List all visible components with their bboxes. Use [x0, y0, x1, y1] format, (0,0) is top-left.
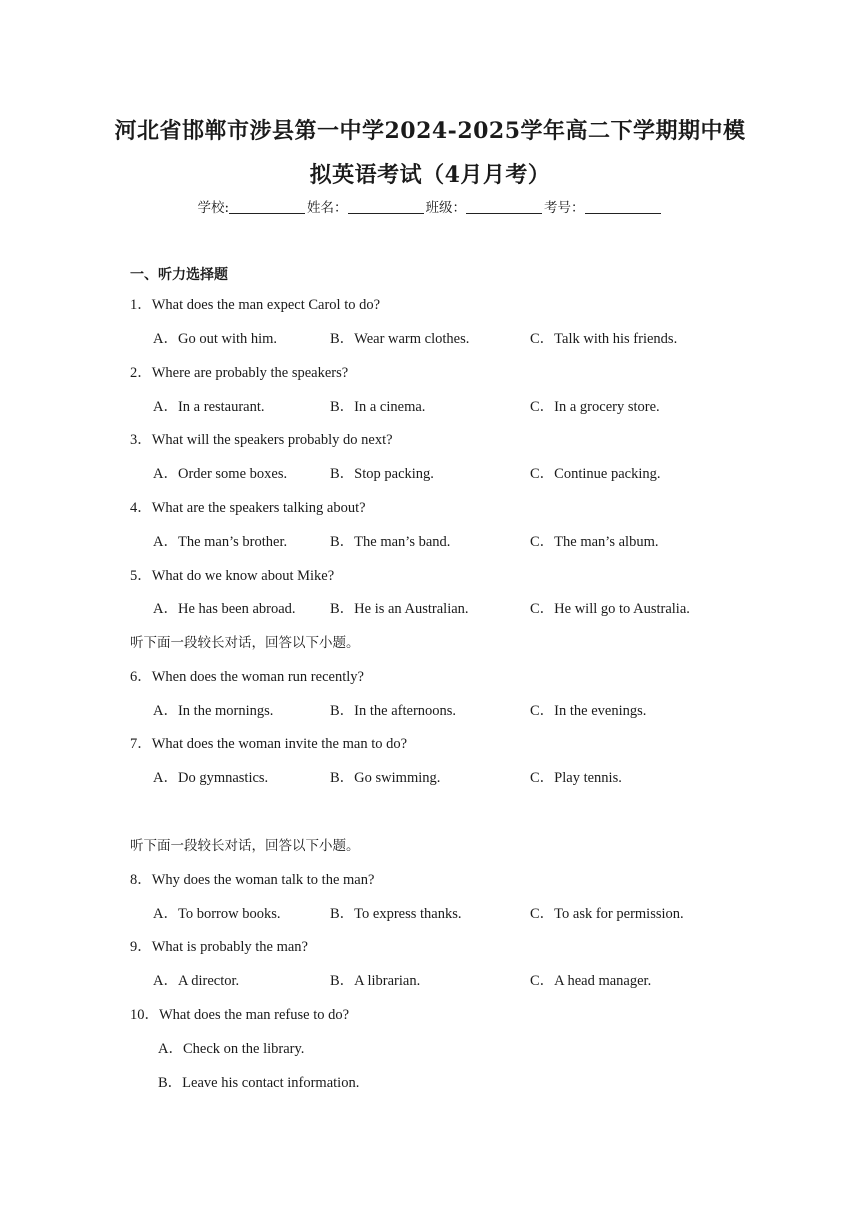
class-label: 班级： — [425, 200, 467, 216]
school-label: 学校: — [197, 200, 230, 216]
option-c: C．He will go to Australia. — [530, 601, 690, 617]
question-stem: 2．Where are probably the speakers? — [130, 365, 349, 381]
option-a: A．Do gymnastics. — [153, 770, 269, 786]
option-b: B．In the afternoons. — [330, 703, 457, 719]
question-stem: 4．What are the speakers talking about? — [130, 500, 366, 516]
dialogue-instruction: 听下面一段较长对话，回答以下小题。 — [130, 838, 360, 854]
option-c: C．Continue packing. — [530, 466, 661, 482]
option-b: B．Stop packing. — [330, 466, 434, 482]
question-stem: 8．Why does the woman talk to the man? — [130, 872, 375, 888]
option-b: B．To express thanks. — [330, 906, 462, 922]
section-heading: 一、听力选择题 — [130, 267, 228, 283]
option-a: A．Go out with him. — [153, 331, 278, 347]
school-blank[interactable] — [229, 199, 305, 214]
option-b: B．A librarian. — [330, 973, 421, 989]
option-a: A．A director. — [153, 973, 240, 989]
option-c: C．In a grocery store. — [530, 399, 660, 415]
exam-no-blank[interactable] — [585, 199, 661, 214]
question-stem: 9．What is probably the man? — [130, 939, 308, 955]
option-b: B．Go swimming. — [330, 770, 441, 786]
option-b: B．The man’s band. — [330, 534, 451, 550]
question-stem: 6．When does the woman run recently? — [130, 669, 364, 685]
option-c: C．To ask for permission. — [530, 906, 684, 922]
option-b: B．Wear warm clothes. — [330, 331, 470, 347]
option-c: C．Play tennis. — [530, 770, 622, 786]
exam-title-line1: 河北省邯郸市涉县第一中学2024-2025学年高二下学期期中模 — [114, 118, 746, 144]
question-stem: 10．What does the man refuse to do? — [130, 1007, 350, 1023]
name-blank[interactable] — [348, 199, 424, 214]
question-stem: 7．What does the woman invite the man to do? — [130, 736, 408, 752]
name-label: 姓名： — [307, 200, 348, 216]
question-stem: 5．What do we know about Mike? — [130, 568, 335, 584]
option-b: B．In a cinema. — [330, 399, 426, 415]
option-c: C．The man’s album. — [530, 534, 659, 550]
option-a: A．In the mornings. — [153, 703, 274, 719]
dialogue-instruction: 听下面一段较长对话，回答以下小题。 — [130, 635, 360, 651]
option-b: B．Leave his contact information. — [158, 1075, 360, 1091]
option-b: B．He is an Australian. — [330, 601, 469, 617]
class-blank[interactable] — [466, 199, 542, 214]
option-a: A．Order some boxes. — [153, 466, 288, 482]
option-c: C．In the evenings. — [530, 703, 647, 719]
option-c: C．Talk with his friends. — [530, 331, 678, 347]
option-a: A．The man’s brother. — [153, 534, 288, 550]
option-a: A．He has been abroad. — [153, 601, 296, 617]
question-stem: 1．What does the man expect Carol to do? — [130, 297, 381, 313]
exam-no-label: 考号： — [544, 200, 585, 216]
question-stem: 3．What will the speakers probably do next? — [130, 432, 393, 448]
option-a: A．In a restaurant. — [153, 399, 265, 415]
student-info-row — [0, 196, 860, 217]
exam-title-line2: 拟英语考试（4月月考） — [309, 162, 551, 188]
option-c: C．A head manager. — [530, 973, 652, 989]
option-a: A．To borrow books. — [153, 906, 281, 922]
option-a: A．Check on the library. — [158, 1041, 305, 1057]
